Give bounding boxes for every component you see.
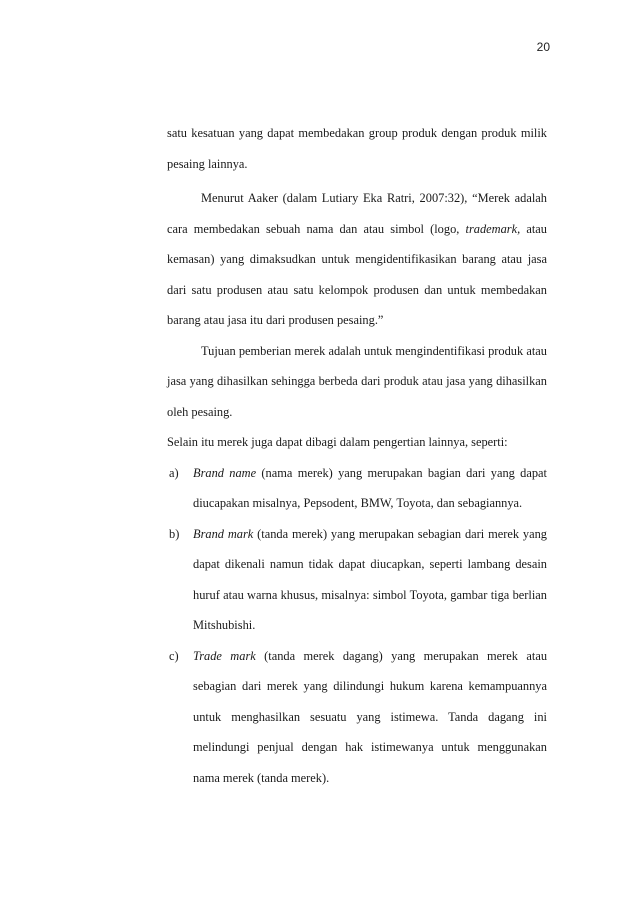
body-text — [167, 118, 547, 793]
paragraph-continuation: satu kesatuan yang dapat membedakan group produk dengan produk milik pesaing lainnya. — [167, 126, 547, 171]
trademark-term: trademark, — [465, 221, 521, 236]
page-number: 20 — [536, 40, 550, 54]
list-marker: b) — [169, 526, 180, 541]
list-term: Brand mark — [193, 526, 254, 541]
paragraph-aaker-definition — [167, 183, 547, 336]
list-term: Brand name — [193, 465, 257, 480]
list-description: (nama merek) yang merupakan bagian dari yang dapat diucapakan misalnya, Pepsodent, BMW, Toyota, dan sebagiannya. — [193, 465, 547, 510]
list-item-content — [193, 641, 547, 794]
list-item-content — [193, 519, 547, 641]
list-marker: a) — [169, 465, 179, 480]
list-description: (tanda merek dagang) yang merupakan merek atau sebagian dari merek yang dilindungi hukum karena kemampuannya untuk menghasilkan sesuatu yang istimewa. Tanda dagang ini melindungi penjual dengan hak istimewanya untuk menggunakan nama merek (tanda merek). — [193, 648, 548, 785]
list-marker: c) — [169, 648, 179, 663]
paragraph-list-intro: Selain itu merek juga dapat dibagi dalam pengertian lainnya, seperti: — [167, 435, 508, 449]
list-item-brand-mark — [167, 519, 547, 641]
list-description: (tanda merek) yang merupakan sebagian dari merek yang dapat dikenali namun tidak dapat diucapkan, seperti lambang desain huruf atau warna khusus, misalnya: simbol Toyota, gambar tiga berlian Mitshubishi. — [193, 526, 547, 632]
aaker-text-after: atau kemasan) yang dimaksudkan untuk mengidentifikasikan barang atau jasa dari satu produsen atau satu kelompok produsen dan untuk membedakan barang atau jasa itu dari produsen pesaing.” — [167, 221, 547, 327]
list-term: Trade mark — [193, 648, 256, 663]
aaker-text-before: Menurut Aaker (dalam Lutiary Eka Ratri, 2007:32), “Merek adalah cara membedakan sebuah nama dan atau simbol (logo, — [167, 191, 547, 236]
list-item-content — [193, 458, 547, 519]
list-item-brand-name — [167, 458, 547, 519]
list-item-trade-mark — [167, 641, 547, 794]
paragraph-purpose: Tujuan pemberian merek adalah untuk mengindentifikasi produk atau jasa yang dihasilkan sehingga berbeda dari produk atau jasa yang dihasilkan oleh pesaing. — [167, 343, 547, 419]
